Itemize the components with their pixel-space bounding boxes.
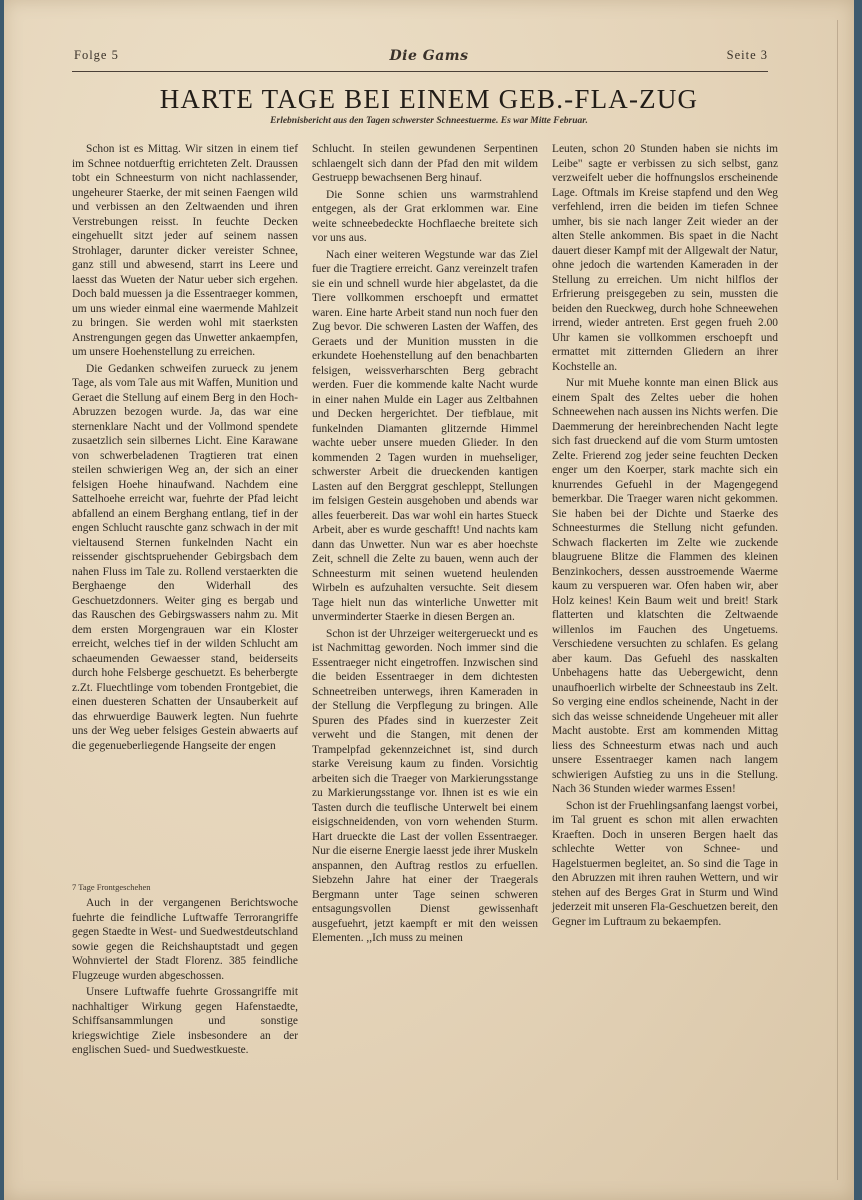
paragraph: Schon ist der Uhrzeiger weitergerueckt und es ist Nachmittag geworden. Noch immer sind die Essentraeger nicht eingetroffen. Inzwischen sind die beiden Essentraeger in dem dichtesten Schneetreiben unterwegs, ihren Kameraden in der Stellung die Verpflegung zu bringen. Alle Spuren des Pfades sind in kuerzester Zeit verweht und die Stangen, mit denen der Trampelpfad gekennzeichnet ist, sind durch starke Vereisung kaum zu finden. Vorsichtig arbeiten sich die Traeger von Markierungsstange zu Markierungsstange vor. Ihnen ist es wie ein Tasten durch die teuflische Unterwelt bei einem eisigschneidenden, von vorn wehenden Sturm. Hart drueckte die Last der vollen Essentraeger. Nur die eiserne Energie laesst jede ihrer Muskeln anspannen, den Auftrag restlos zu erfuellen. Siebzehn Jahre hat einer der Traegerals Bergmann unter Tage seinen schweren entsagungsvollen Dienst gewissenhaft ausgefuehrt, jetzt kaempft er mit den weissen Elementen. ,,Ich muss zu meinen xyxy=(312,627,538,944)
sidebar-report xyxy=(72,896,298,1060)
page-edge-shadow xyxy=(837,20,838,1180)
paragraph: Leuten, schon 20 Stunden haben sie nichts im Leibe" sagte er verbissen zu sich selbst, ganz verzweifelt ueber die hoffnungslos erscheinende Lage. Oftmals im Kreise stapfend und den Weg verfehlend, irren die beiden im tiefen Schnee umher, bis sie nach langer Zeit wieder an der alten Stelle ankommen. Bis spaet in die Nacht dauert dieser Kampf mit der Allgewalt der Natur, ohne jedoch die wartenden Kameraden in der Stellung zu erreichen. Um nicht hilflos der Erfrierung preisgegeben zu sein, mussten die beiden den Rueckweg, durch hohe Schneewehen irrend, wieder antreten. Erst gegen frueh 2.00 Uhr kamen sie vollkommen erschoepft und ermattet mit zitternden Gliedern an ihrer Kochstelle an. xyxy=(552,143,778,373)
paragraph: Nur mit Muehe konnte man einen Blick aus einem Spalt des Zeltes ueber die hohen Schneewehen nach aussen ins Nichts werfen. Die Daemmerung der hereinbrechenden Nacht legte sich fast drueckend auf die vom Sturm umtosten Zelte. Frierend zog jeder seine feuchten Decken enger um den Koerper, stark machte sich ein knurrendes Gefuehl in der Magengegend bemerkbar. Die Traeger waren nicht gekommen. Sie haben bei der Dichte und Staerke des Schneesturmes die Stellung nicht gefunden. Schwach flackerten im Zelte wie zuckende blaugruene Blitze die Flammen des kleinen Benzinkochers, dessen ausstroemende Waerme kaum zu verspueren war. Ofen haben wir, aber Holz keines! Kein Baum weit und breit! Stark flatterten und klatschten die Zeltwaende willenlos im Fauchen des Ungetuems. Verschiedene versuchten zu schlafen. Es gelang aber kaum. Das Gefuehl des nasskalten Unbehagens hatte das Uebergewicht, denn unaufhoerlich wirbelte der Schneestaub ins Zelt. So verging eine endlos scheinende, Nacht in der sich das weisse schneidende Ungeheuer mit aller Macht austobte. Erst am kommenden Mittag liess des Schneesturm etwas nach und auch unsere Essentraeger kamen nach langem schwierigen Aufstieg zu uns in die Stellung. Nach 36 Stunden wieder warmes Essen! xyxy=(552,377,778,795)
header-rule xyxy=(72,71,768,72)
publication-name: Die Gams xyxy=(389,48,469,64)
paragraph: Nach einer weiteren Wegstunde war das Ziel fuer die Tragtiere erreicht. Ganz vereinzelt trafen sie ein und schnell wurde hier abgelastet, da die Tiere vollkommen erschoepft und ermattet waren. Eine harte Arbeit stand nun noch fuer den Zug bevor. Die schweren Lasten der Waffen, des Geraets und der Munition mussten in die erkundete Hoehenstellung auf den benachbarten felsigen, weissverharschten Berg gebracht werden. Fuer die kommende kalte Nacht wurde in einer nahen Mulde ein Lager aus Zeltbahnen und Decken hergerichtet. Der tiefblaue, mit funkelnden Diamanten glitzernde Himmel wachte ueber unsere mueden Glieder. In den kommenden 2 Tagen wurden in muehseliger, schwerster Arbeit die drueckenden kantigen Lasten auf den Berggrat geschleppt, Stellungen im felsigen Gestein ausgehoben und abends war alles feuerbereit. Das war wohl ein hartes Stueck Arbeit, aber es wurde geschafft! Und nachts kam dann das Unwetter. Nun war es aber hoechste Zeit, schnell die Zelte zu bauen, wenn auch der Schneesturm mit seinen wuetend heulenden Wirbeln es aufzuhalten versuchte. Seit diesem Tage hielt nun das winterliche Unwetter mit unverminderter Staerke in diesen Bergen an. xyxy=(312,248,538,623)
article-subtitle: Erlebnisbericht aus den Tagen schwerster Schneestuerme. Es war Mitte Februar. xyxy=(270,116,588,126)
issue-number: Folge 5 xyxy=(74,48,119,62)
paragraph: Schon ist der Fruehlingsanfang laengst vorbei, im Tal gruent es schon mit allen erwachten Kraeften. Doch in unseren Bergen haelt das schlechte Wetter von Schnee- und Hagelstuermen begleitet, an. So sind die Tage in den Abruzzen mit ihren rauhen Wettern, und wir stehen auf des Berges Grat in Sturm und Wind jederzeit mit unseren Fla-Geschuetzen bereit, den Gegner im Luftraum zu bekaempfen. xyxy=(552,799,778,928)
paragraph: Die Gedanken schweifen zurueck zu jenem Tage, als vom Tale aus mit Waffen, Munition und Geraet die Stellung auf einem Berg in den Hoch-Abruzzen bezogen wurde. Ja, das war eine sternenklare Nacht und der Vollmond spendete zusaetzlich sein silbernes Licht. Eine Karawane von schwerbeladenen Tragtieren trat einen steilen schwierigen Weg an, der sich an einer felsigen Hoehe hinaufwand. Nachdem eine Sattelhoehe erreicht war, fuehrte der Pfad leicht abfallend an einem Berghang entlang, tief in der engen Schlucht rauschte ganz schwach in der mit vieltausend Sternen funkelnden Nacht ein reissender gischtspruehender Gebirgsbach dem nahen Fluss im Tale zu. Rollend verstaerkten die Berghaenge den Widerhall des Geschuetzdonners. Weiter ging es bergab und das Rauschen des Gebirgswassers nahm zu. Mit dem ersten Morgengrauen war ein Kloster erreicht, welches tief in der wilden Schlucht am schaeumenden Gewaesser stand, beiderseits durch hohe Felsberge geschuetzt. Es beherbergte z.Zt. Fluechtlinge vom tobenden Frontgebiet, die einen duesteren Schatten der Unsauberkeit auf das ehrwuerdige Bauwerk legten. Nun fuehrte uns der Weg ueber felsiges Gestein abwaerts auf die gegenueberliegende Hangseite der engen xyxy=(72,362,298,752)
article-column-1 xyxy=(72,142,298,755)
paragraph: Auch in der vergangenen Berichtswoche fuehrte die feindliche Luftwaffe Terrorangriffe gegen Staedte in West- und Suedwestdeutschland sowie gegen die Reichshauptstadt und gegen Wohnviertel der Stadt Florenz. 385 feindliche Flugzeuge wurden abgeschossen. xyxy=(72,897,298,982)
article-title: HARTE TAGE BEI EINEM GEB.-FLA-ZUG xyxy=(159,84,699,114)
sidebar-heading: 7 Tage Frontgeschehen xyxy=(72,882,151,892)
article-column-3 xyxy=(552,142,778,931)
newspaper-page xyxy=(4,0,854,1200)
article-column-2 xyxy=(312,142,538,948)
page-number: Seite 3 xyxy=(726,48,768,62)
paragraph: Schlucht. In steilen gewundenen Serpentinen schlaengelt sich dann der Pfad den mit wildem Gestruepp bewachsenen Berg hinauf. xyxy=(312,143,538,184)
paragraph: Schon ist es Mittag. Wir sitzen in einem tief im Schnee notduerftig errichteten Zelt. Draussen tobt ein Schneesturm von nicht nachlassender, ungeheurer Staerke, der mit seinen Faengen wild und verbissen an den Zeltwaenden und ihren Verstrebungen reisst. In feuchte Decken eingehuellt sitzt jeder auf seinem nassen Strohlager, darunter dicker vereister Schnee, ganz still und abwesend, starrt ins Leere und laesst das Wueten der Natur ueber sich ergehen. Doch bald muessen ja die Essentraeger kommen, um uns wieder einmal eine waermende Mahlzeit zu bringen. Sie werden wohl mit staerksten Anstrengungen gegen das Unwetter ankaempfen, um unsere Hoehenstellung zu erreichen. xyxy=(72,143,298,358)
paragraph: Unsere Luftwaffe fuehrte Grossangriffe mit nachhaltiger Wirkung gegen Hafenstaedte, Schiffsansammlungen und sonstige kriegswichtige Ziele insbesondere an der englischen Sued- und Suedwestkueste. xyxy=(72,986,298,1056)
paragraph: Die Sonne schien uns warmstrahlend entgegen, als der Grat erklommen war. Eine weite schneebedeckte Hochflaeche breitete sich vor uns aus. xyxy=(312,188,538,244)
